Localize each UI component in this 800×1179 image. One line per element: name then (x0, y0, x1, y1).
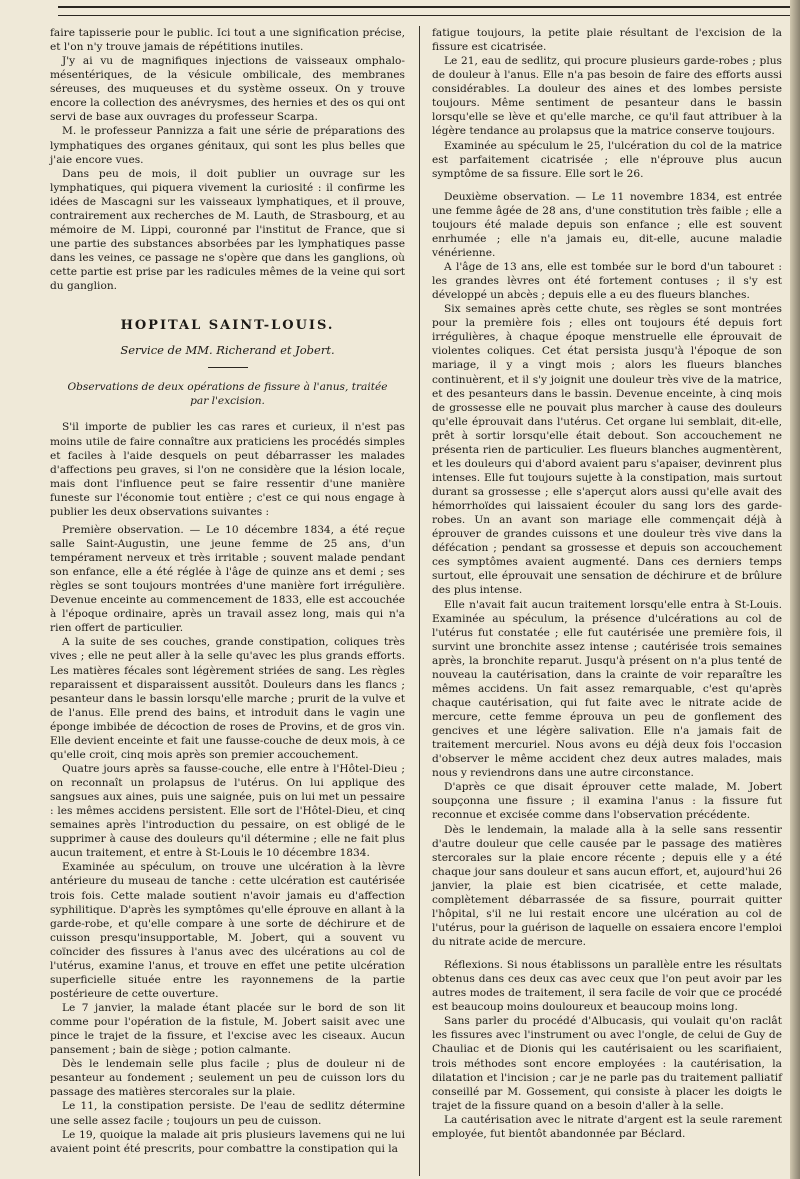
paragraph: faire tapisserie pour le public. Ici tout a une signification précise, et l'on n'y trouve jamais de répétitions inutiles. (50, 27, 405, 54)
page-top-rule (58, 6, 794, 16)
paragraph: A la suite de ses couches, grande constipation, coliques très vives ; elle ne peut aller à la selle qu'avec les plus grands efforts. Les matières fécales sont légèrement striées de sang. Les règles reparaissent et disparaissent aussitôt. Douleurs dans les flancs ; pesanteur dans le bassin lorsqu'elle marche ; prurit de la vulve et de l'anus. Elle prend des bains, et introduit dans le vagin une éponge imbibée de décoction de roses de Provins, et de gros vin. Elle devient enceinte et fait une fausse-couche de deux mois, à ce qu'elle croit, cinq mois après son premier accouchement. (50, 636, 405, 761)
paragraph: Le 21, eau de sedlitz, qui procure plusieurs garde-robes ; plus de douleur à l'anus. Elle n'a pas besoin de faire des efforts aussi considérables. La douleur des aines et des lombes persiste toujours. Même sentiment de pesanteur dans le bassin lorsqu'elle se lève et qu'elle marche, ce qu'il faut attribuer à la légère tendance au prolapsus que la matrice conserve toujours. (432, 55, 782, 138)
right-column (432, 26, 782, 1141)
paragraph: Six semaines après cette chute, ses règles se sont montrées pour la première fois ; elles ont toujours été depuis fort irrégulières, à chaque époque menstruelle elle éprouvait de violentes coliques. Cet état persista jusqu'à l'époque de son mariage, il y a vingt mois ; alors les flueurs blanches continuèrent, et il s'y joignit une douleur très vive de la matrice, et des pesanteurs dans le bassin. Devenue enceinte, à cinq mois de grossesse elle ne pouvait plus marcher à cause des douleurs qu'elle éprouvait dans l'utérus. Cet organe lui semblait, dit-elle, prêt à sortir lorsqu'elle était debout. Son accouchement ne présenta rien de particulier. Les flueurs blanches augmentèrent, et les douleurs qui d'abord avaient paru s'apaiser, devinrent plus intenses. Elle fut toujours sujette à la constipation, mais surtout durant sa grossesse ; elle s'aperçut alors aussi qu'elle avait des hémorrhoïdes qui laissaient écouler du sang lors des garde-robes. Un an avant son mariage elle commençait déjà à éprouver de grandes cuissons et une douleur très vive dans la défécation ; pendant sa grossesse et depuis son accouchement ces symptômes avaient augmenté. Dans ces derniers temps surtout, elle éprouvait une sensation de déchirure et de brûlure des plus intense. (432, 303, 782, 597)
paragraph: Sans parler du procédé d'Albucasis, qui voulait qu'on raclât les fissures avec l'instrument ou avec l'ongle, de celui de Guy de Chauliac et de Dionis qui les cautérisaient ou les scarifiaient, trois méthodes sont encore employées : la cautérisation, la dilatation et l'incision ; car je ne parle pas du traitement palliatif conseillé par M. Gossement, qui consiste à placer les doigts le trajet de la fissure quand on a besoin d'aller à la selle. (432, 1015, 782, 1112)
paragraph: Dans peu de mois, il doit publier un ouvrage sur les lymphatiques, qui piquera vivement la curiosité : il confirme les idées de Mascagni sur les vaisseaux lymphatiques, et il prouve, contrairement aux recherches de M. Lauth, de Strasbourg, et au mémoire de M. Lippi, couronné par l'institut de France, que si une partie des substances absorbées par les lymphatiques passe dans les veines, ce passage ne s'opère que dans les ganglions, où cette partie est prise par les radicules mêmes de la veine qui sort du ganglion. (50, 167, 405, 293)
book-spine-edge (790, 0, 800, 1179)
paragraph: Elle n'avait fait aucun traitement lorsqu'elle entra à St-Louis. Examinée au spéculum, la présence d'ulcérations au col de l'utérus fut constatée ; elle fut cautérisée une première fois, il survint une bronchite assez intense ; cautérisée trois semaines après, la bronchite reparut. Jusqu'à présent on n'a plus tenté de nouveau la cautérisation, dans la crainte de voir reparaître les mêmes accidens. Un fait assez remarquable, c'est qu'après chaque cautérisation, qui fut faite avec le nitrate acide de mercure, cette femme éprouva un peu de gonflement des gencives et une légère salivation. Elle n'a jamais fait de traitement mercuriel. Nous avons eu déjà deux fois l'occasion d'observer le même accident chez deux autres malades, mais nous y reviendrons dans une autre circonstance. (432, 598, 782, 780)
paragraph: Première observation. — Le 10 décembre 1834, a été reçue salle Saint-Augustin, une jeune femme de 25 ans, d'un tempérament nerveux et très irritable ; souvent malade pendant son enfance, elle a été réglée à l'âge de quinze ans et demi ; ses règles se sont toujours montrées d'une manière fort irrégulière. Devenue enceinte au commencement de 1833, elle est accouchée à l'époque ordinaire, après un travail assez long, mais qui n'a rien offert de particulier. (50, 523, 405, 635)
paragraph: Dès le lendemain, la malade alla à la selle sans ressentir d'autre douleur que celle causée par le passage des matières stercorales sur la plaie encore récente ; depuis elle y a été chaque jour sans douleur et sans aucun effort, et, aujourd'hui 26 janvier, la plaie est bien cicatrisée, et cette malade, complètement débarrassée de sa fissure, pourrait quitter l'hôpital, s'il ne lui restait encore une ulcération au col de l'utérus, pour la guérison de laquelle on essaiera encore l'emploi du nitrate acide de mercure. (432, 823, 782, 948)
paragraph: M. le professeur Pannizza a fait une série de préparations des lymphatiques des organes génitaux, qui sont les plus belles que j'aie encore vues. (50, 125, 405, 166)
paragraph: S'il importe de publier les cas rares et curieux, il n'est pas moins utile de faire connaître aux praticiens les procédés simples et faciles à l'aide desquels on peut débarrasser les malades d'affections peu graves, si l'on ne considère que la lésion locale, mais dont l'influence peut se faire ressentir d'une manière funeste sur l'économie tout entière ; c'est ce qui nous engage à publier les deux observations suivantes : (50, 421, 405, 518)
left-column (50, 26, 405, 1156)
service-heading: Service de MM. Richerand et Jobert. (120, 343, 335, 358)
paragraph: Deuxième observation. — Le 11 novembre 1834, est entrée une femme âgée de 28 ans, d'une constitution très faible ; elle a toujours été malade depuis son enfance ; elle est souvent enrhumée ; elle n'a jamais eu, dit-elle, aucune maladie vénérienne. (432, 190, 782, 259)
paragraph: J'y ai vu de magnifiques injections de vaisseaux omphalo-mésentériques, de la vésicule ombilicale, des membranes séreuses, des muqueuses et du système osseux. On y trouve encore la collection des anévrysmes, des hernies et des os qui ont servi de base aux ouvrages du professeur Scarpa. (50, 55, 405, 124)
paragraph: La cautérisation avec le nitrate d'argent est la seule rarement employée, fut bientôt abandonnée par Béclard. (432, 1113, 782, 1140)
heading-rule (208, 367, 248, 368)
paragraph: Le 19, quoique la malade ait pris plusieurs lavemens qui ne lui avaient point été prescrits, pour combattre la constipation qui la (50, 1128, 405, 1155)
paragraph: Dès le lendemain selle plus facile ; plus de douleur ni de pesanteur au fondement ; seulement un peu de cuisson lors du passage des matières stercorales sur la plaie. (50, 1058, 405, 1099)
paragraph: Le 7 janvier, la malade étant placée sur le bord de son lit comme pour l'opération de la fistule, M. Jobert saisit avec une pince le trajet de la fissure, et l'excise avec les ciseaux. Aucun pansement ; bain de siège ; potion calmante. (50, 1002, 405, 1057)
scanned-page (50, 26, 790, 1176)
paragraph: Réflexions. Si nous établissons un parallèle entre les résultats obtenus dans ces deux cas avec ceux que l'on peut avoir par les autres modes de traitement, il sera facile de voir que ce procédé est beaucoup moins douloureux et beaucoup moins long. (432, 959, 782, 1014)
paragraph: Le 11, la constipation persiste. De l'eau de sedlitz détermine une selle assez facile ; toujours un peu de cuisson. (50, 1100, 405, 1127)
paragraph: D'après ce que disait éprouver cette malade, M. Jobert soupçonna une fissure ; il examina l'anus : la fissure fut reconnue et excisée comme dans l'observation précédente. (432, 781, 782, 822)
column-divider (419, 26, 420, 1176)
hospital-heading: HOPITAL SAINT-LOUIS. (120, 318, 335, 334)
article-subtitle: Observations de deux opérations de fissure à l'anus, traitée par l'excision. (67, 381, 388, 408)
paragraph: fatigue toujours, la petite plaie résultant de l'excision de la fissure est cicatrisée. (432, 27, 782, 54)
paragraph: Quatre jours après sa fausse-couche, elle entre à l'Hôtel-Dieu ; on reconnaît un prolapsus de l'utérus. On lui applique des sangsues aux aines, puis une saignée, puis on lui met un pessaire : les mêmes accidens persistent. Elle sort de l'Hôtel-Dieu, et cinq semaines après l'introduction du pessaire, on est obligé de le supprimer à cause des douleurs qu'il détermine ; elle ne fait plus aucun traitement, et entre à St-Louis le 10 décembre 1834. (50, 762, 405, 860)
paragraph: Examinée au spéculum, on trouve une ulcération à la lèvre antérieure du museau de tanche : cette ulcération est cautérisée trois fois. Cette malade soutient n'avoir jamais eu d'affection syphilitique. D'après les symptômes qu'elle éprouve en allant à la garde-robe, et qu'elle compare à une sorte de déchirure et de cuisson presqu'insupportable, M. Jobert, qui a souvent vu coïncider des fissures à l'anus avec des ulcérations au col de l'utérus, examine l'anus, et trouve en effet une petite ulcération superficielle située entre les rayonnemens de la partie postérieure de cette ouverture. (50, 861, 405, 1000)
paragraph: Examinée au spéculum le 25, l'ulcération du col de la matrice est parfaitement cicatrisée ; elle n'éprouve plus aucun symptôme de sa fissure. Elle sort le 26. (432, 139, 782, 180)
paragraph: A l'âge de 13 ans, elle est tombée sur le bord d'un tabouret : les grandes lèvres ont été fortement contuses ; il s'y est développé un abcès ; depuis elle a eu des flueurs blanches. (432, 261, 782, 302)
